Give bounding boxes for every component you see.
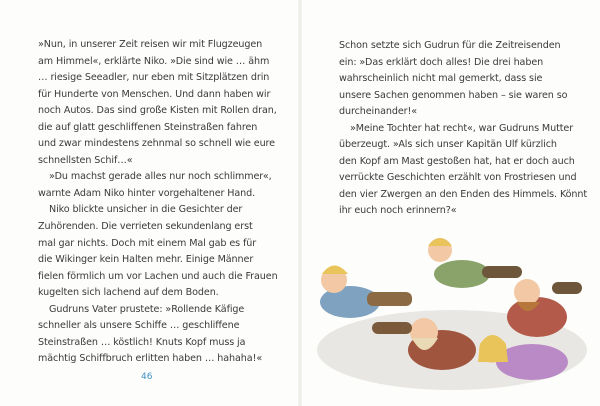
text-line: mal gar nichts. Doch mit einem Mal gab es für [38,237,257,249]
text-line: die Wikinger kein Halten mehr. Einige Männer [38,254,254,266]
text-line: Niko blickte unsicher in die Gesichter der [49,204,243,216]
text-line: am Himmel«, erklärte Niko. »Die sind wie … ähm [38,55,270,67]
text-line: mächtig Schiffbruch erlitten haben … hahaha!« [38,353,263,365]
text-line: Steinstraßen … köstlich! Knuts Kopf muss ja [38,336,246,348]
viking-center-top [428,238,522,288]
left-page-text [38,37,278,368]
right-page-text [339,38,587,220]
text-line: Gudruns Vater prustete: »Rollende Käfige [49,303,245,315]
page-number: 46 [141,372,153,382]
text-line: ihr euch noch erinnern?« [339,205,457,217]
text-line: unsere Sachen genommen haben – sie waren so [339,89,568,101]
text-line: »Nun, in unserer Zeit reisen wir mit Flugzeugen [38,39,263,50]
text-line: verrückte Geschichten erzählt von Frostriesen und [339,172,577,184]
text-line: fielen förmlich um vor Lachen und auch die Frauen [38,270,278,282]
text-line: für Hunderte von Menschen. Und dann haben wir [38,88,271,100]
text-line: schneller als unsere Schiffe … geschliffene [38,320,240,332]
text-line: den Kopf am Mast gestoßen hat, hat er doch auch [339,155,575,167]
text-line: »Du machst gerade alles nur noch schlimmer«, [49,171,272,183]
viking-left-lying [320,266,412,319]
text-line: schnellsten Schif…« [38,154,133,166]
text-line: »Meine Tochter hat recht«, war Gudruns Mutter [350,122,574,134]
text-line: noch Autos. Das sind große Kisten mit Rollen dran, [38,105,277,117]
text-line: Zuhörenden. Die verrieten sekundenlang erst [38,221,253,233]
text-line: … riesige Seeadler, nur eben mit Sitzplätzen drin [38,72,270,84]
text-line: wahrscheinlich nicht mal gemerkt, dass sie [339,73,543,85]
viking-right-laughing [507,279,582,337]
laughing-vikings-illustration [312,222,592,392]
text-line: warnte Adam Niko hinter vorgehaltener Hand. [38,187,256,199]
text-line: den vier Zwergen an den Enden des Himmels. Könnt [339,188,588,200]
text-line: durcheinander!« [339,106,418,118]
text-line: Schon setzte sich Gudrun für die Zeitreisenden [339,40,561,51]
text-line: ein: »Das erklärt doch alles! Die drei haben [339,56,544,68]
text-line: die auf glatt geschliffenen Steinstraßen fahren [38,121,258,133]
text-line: kugelten sich lachend auf dem Boden. [38,287,219,299]
text-line: und zwar mindestens zehnmal so schnell wie eure [38,138,275,150]
text-line: überzeugt. »Als sich unser Kapitän Ulf kürzlich [339,139,557,151]
